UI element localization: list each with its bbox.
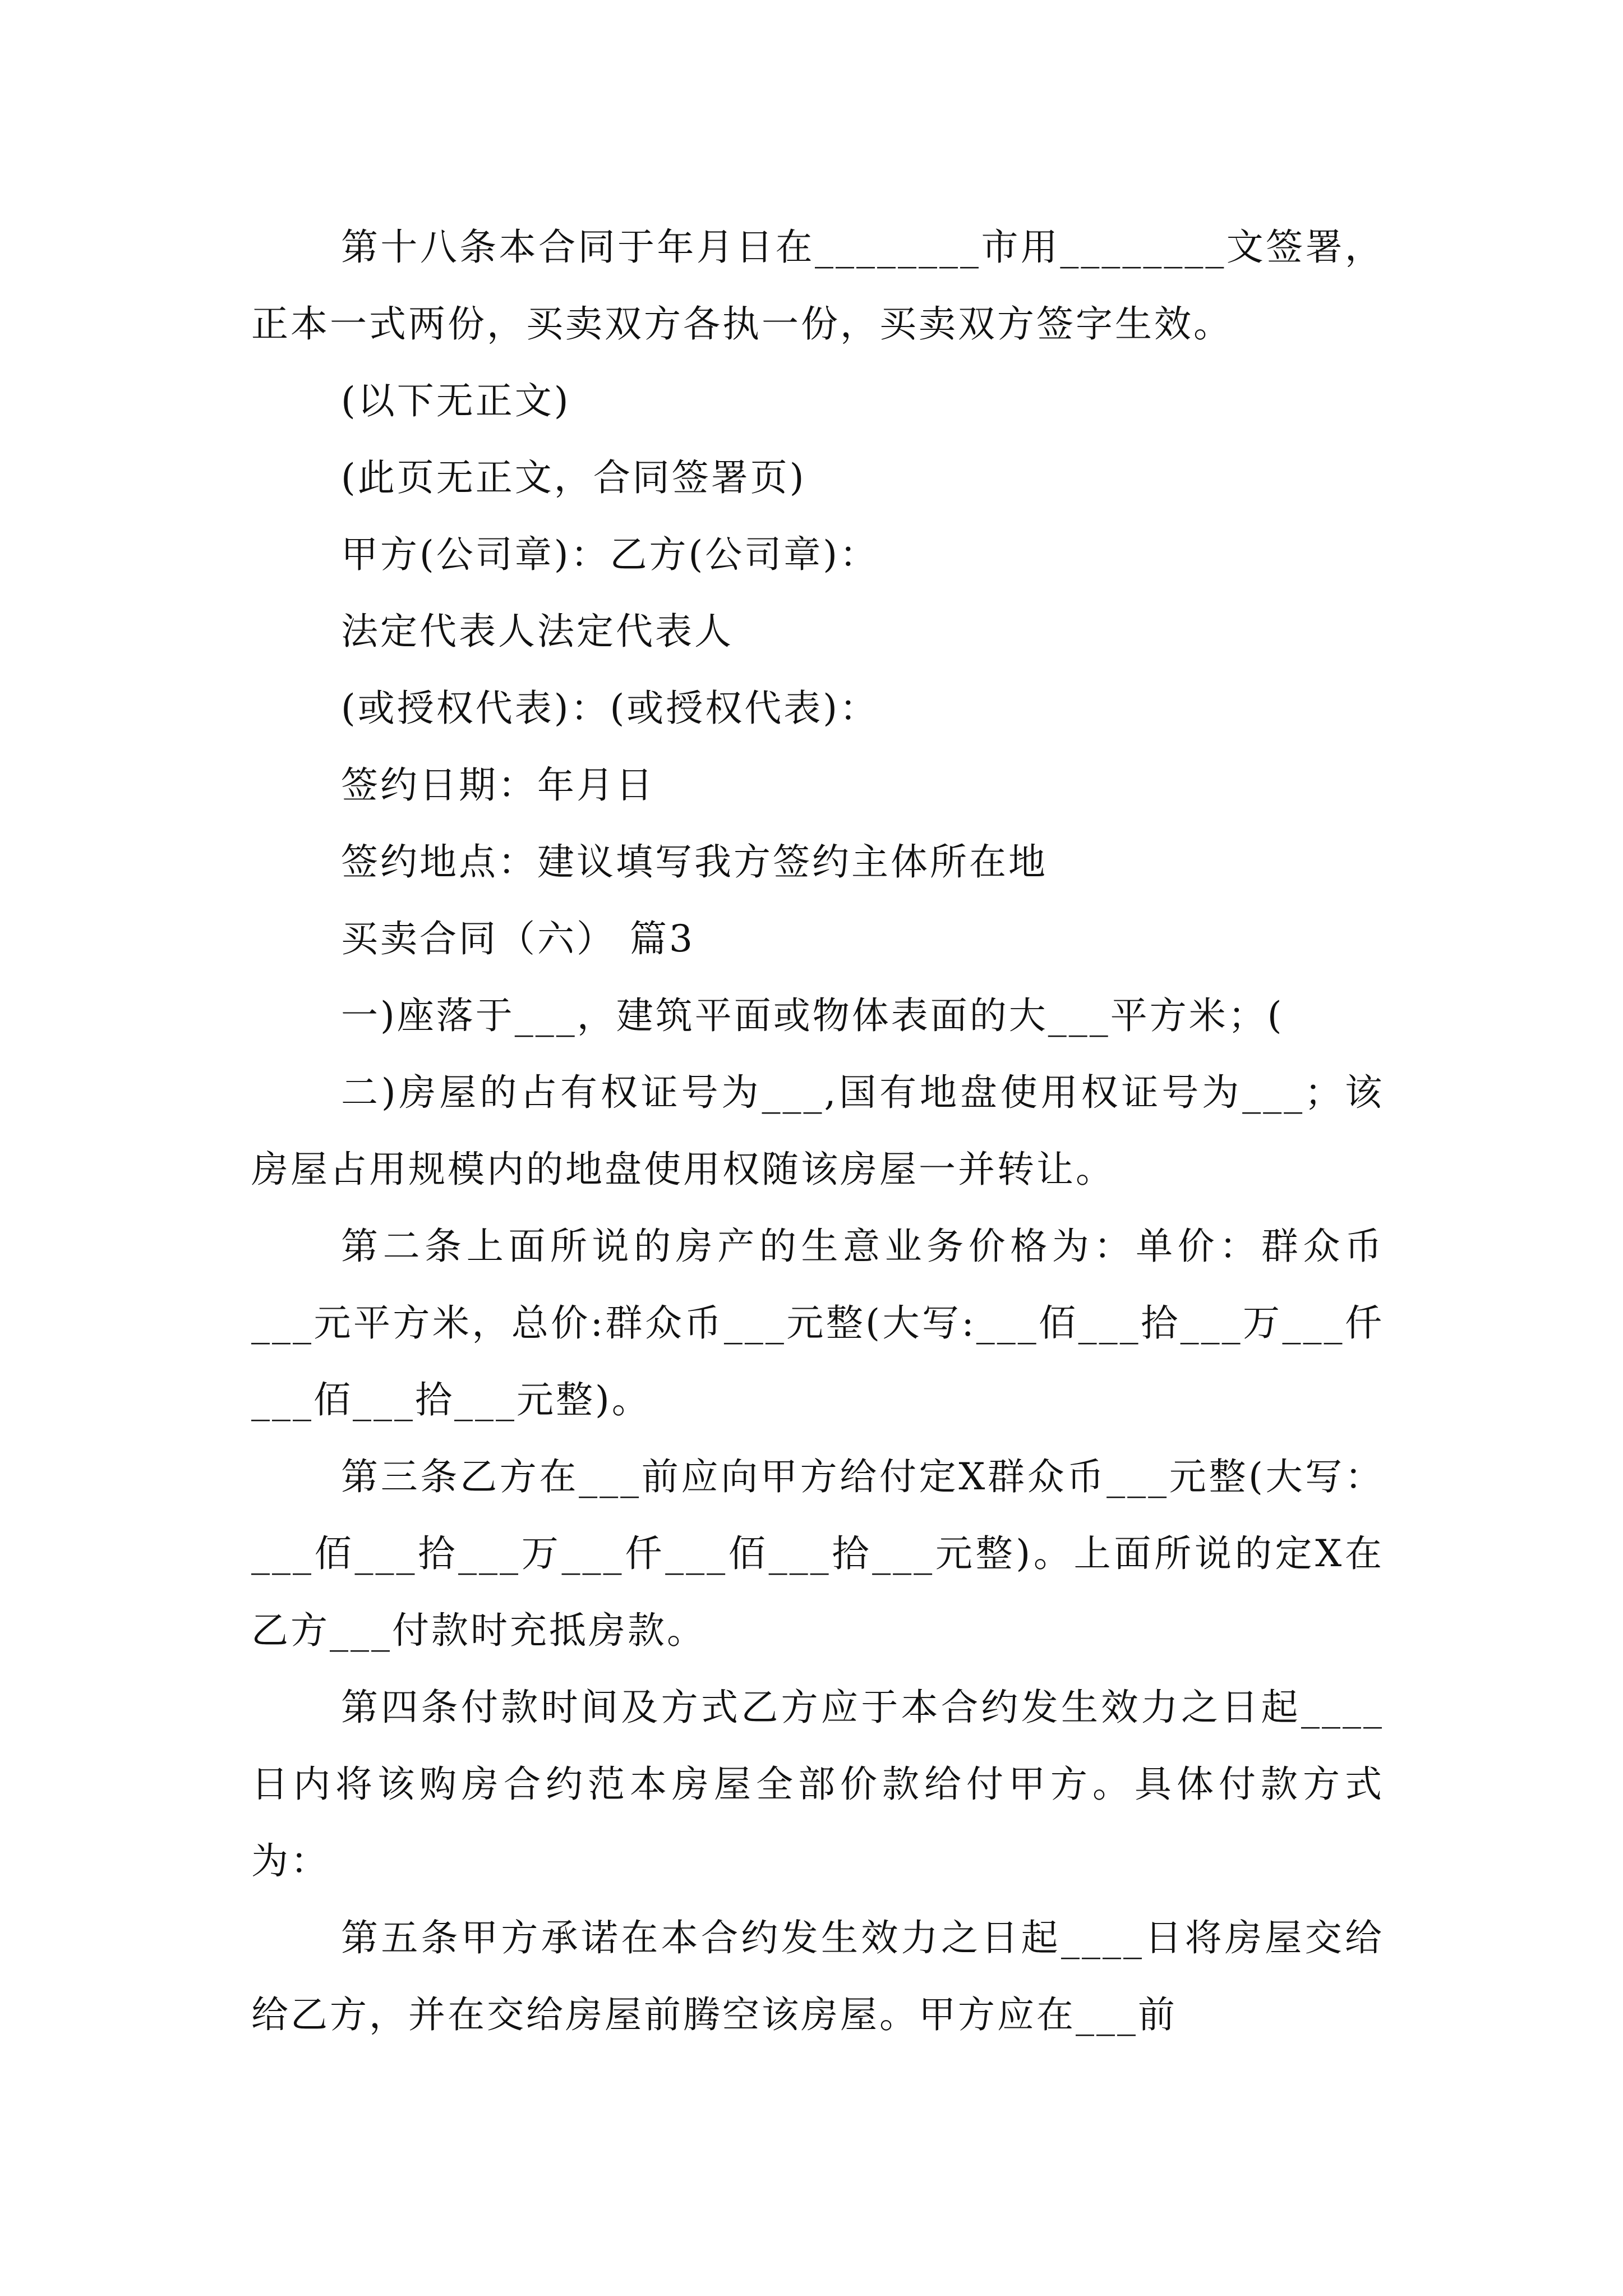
paragraph-article-5: 第五条甲方承诺在本合约发生效力之日起____日将房屋交给给乙方，并在交给房屋前腾空该房屋。甲方应在___前 [251,1916,1384,2036]
paragraph-authorized-representatives: (或授权代表)：(或授权代表)： [341,687,879,730]
paragraph-article-4: 第四条付款时间及方式乙方应于本合约发生效力之日起____日内将该购房合约范本房屋全部价款给付甲方。具体付款方式为： [251,1686,1384,1883]
paragraph-article-3: 第三条乙方在___前应向甲方给付定X群众币___元整(大写：___佰___拾___万___仟___佰___拾___元整)。上面所说的定X在乙方___付款时充抵房款。 [251,1455,1384,1652]
paragraph-signing-place: 签约地点：建议填写我方签约主体所在地 [341,840,1048,884]
paragraph-signature-page-note: (此页无正文，合同签署页) [341,456,806,499]
document-body [251,209,1384,2053]
paragraph-party-seals: 甲方(公司章)：乙方(公司章)： [341,533,879,576]
paragraph-signing-date: 签约日期：年月日 [341,763,655,807]
paragraph-article-18: 第十八条本合同于年月日在________市用________文签署，正本一式两份，买卖双方各执一份，买卖双方签字生效。 [251,226,1384,346]
paragraph-article-2: 第二条上面所说的房产的生意业务价格为：单价：群众币___元平方米，总价:群众币___元整(大写:___佰___拾___万___仟___佰___拾___元整)。 [251,1225,1384,1421]
paragraph-certificates: 二)房屋的占有权证号为___,国有地盘使用权证号为___；该房屋占用规模内的地盘使用权随该房屋一并转让。 [251,1071,1384,1191]
paragraph-no-text-below: (以下无正文) [341,379,571,422]
paragraph-location-area: 一)座落于___，建筑平面或物体表面的大___平方米；( [341,994,1284,1037]
paragraph-legal-representatives: 法定代表人法定代表人 [341,610,734,653]
section-heading: 买卖合同（六） 篇3 [341,917,695,960]
